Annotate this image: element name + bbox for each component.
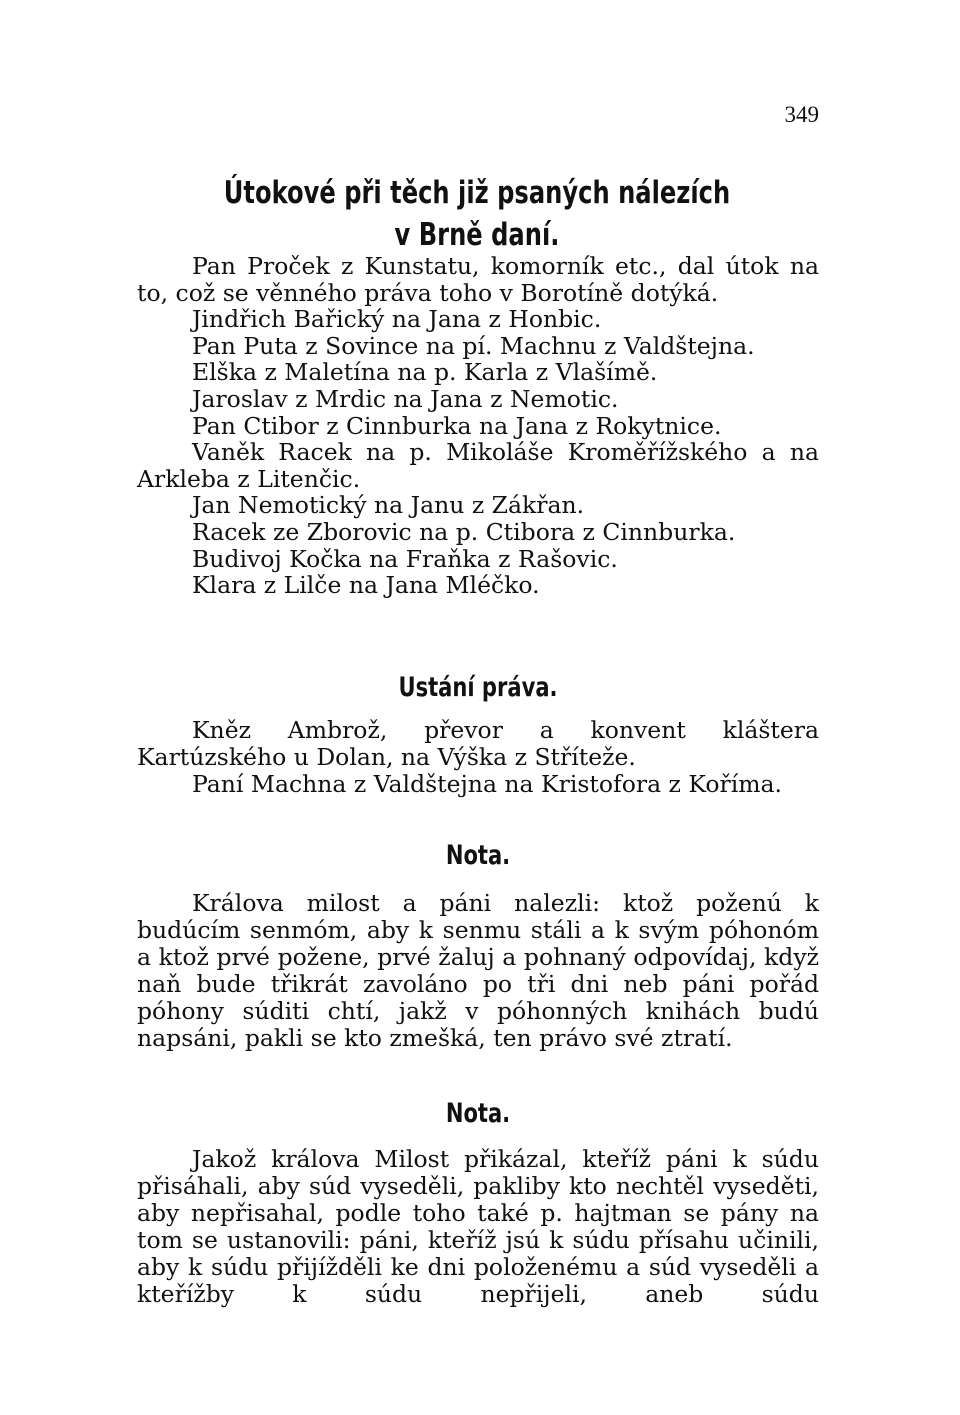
chapter-title: Útokové při těch již psaných nálezích v Brně daní.	[223, 175, 731, 253]
section-title-ustani: Ustání práva.	[398, 672, 558, 703]
attack-entry: Pan Puta z Sovince na pí. Machnu z Valdštejna.	[192, 331, 755, 360]
nota-2-body	[137, 1146, 819, 1308]
attack-entry: Budivoj Kočka na Fraňka z Rašovic.	[192, 544, 618, 573]
attack-entry: Vaněk Racek na p. Mikoláše Kroměřížského a na Arkleba z Litenčic.	[137, 438, 819, 493]
section-title-nota-2: Nota.	[445, 1098, 511, 1129]
nota-1-paragraph: Králova milost a páni nalezli: ktož poženú k budúcím senmóm, aby k senmu stáli a k svým póhonóm a ktož prvé požene, prvé žaluj a pohnaný odpovídaj, když naň bude třikrát zavoláno po tři dni neb páni pořád póhony súditi chtí, jakž v póhonných knihách budú napsáni, pakli se kto zmešká, ten právo své ztratí.	[137, 889, 819, 1052]
attack-entry: Elška z Maletína na p. Karla z Vlašímě.	[192, 358, 658, 387]
ustani-paragraph: Kněz Ambrož, převor a konvent kláštera Kartúzského u Dolan, na Výška z Stříteže.	[137, 716, 819, 771]
attack-entry: Klara z Lilče na Jana Mléčko.	[192, 571, 540, 600]
page-number: 349	[784, 102, 819, 127]
ustani-paragraph: Paní Machna z Valdštejna na Kristofora z Koříma.	[192, 770, 782, 798]
attack-entry: Jaroslav z Mrdic na Jana z Nemotic.	[192, 384, 619, 413]
attack-entry: Pan Proček z Kunstatu, komorník etc., dal útok na to, což se věnného práva toho v Borotíně dotýká.	[137, 252, 819, 307]
nota-2-paragraph: Jakož králova Milost přikázal, kteříž páni k súdu přisáhali, aby súd vyseděli, pakliby kto nechtěl vyseděti, aby nepřisahal, podle toho také p. hajtman se pány na tom se ustanovili: páni, kteříž jsú k súdu přísahu učinili, aby k súdu přijížděli ke dni položenému a súd vyseděli a kteřížby k súdu nepřijeli, aneb súdu	[137, 1145, 819, 1308]
attack-entry: Racek ze Zborovic na p. Ctibora z Cinnburka.	[192, 517, 736, 546]
ustani-section-body	[137, 717, 819, 798]
attacks-list	[137, 253, 819, 599]
attack-entry: Jindřich Bařický na Jana z Honbic.	[192, 305, 602, 334]
section-title-nota-1: Nota.	[445, 840, 511, 871]
attack-entry: Jan Nemotický na Janu z Zákřan.	[192, 491, 585, 520]
nota-1-body	[137, 890, 819, 1052]
attack-entry: Pan Ctibor z Cinnburka na Jana z Rokytnice.	[192, 411, 722, 440]
